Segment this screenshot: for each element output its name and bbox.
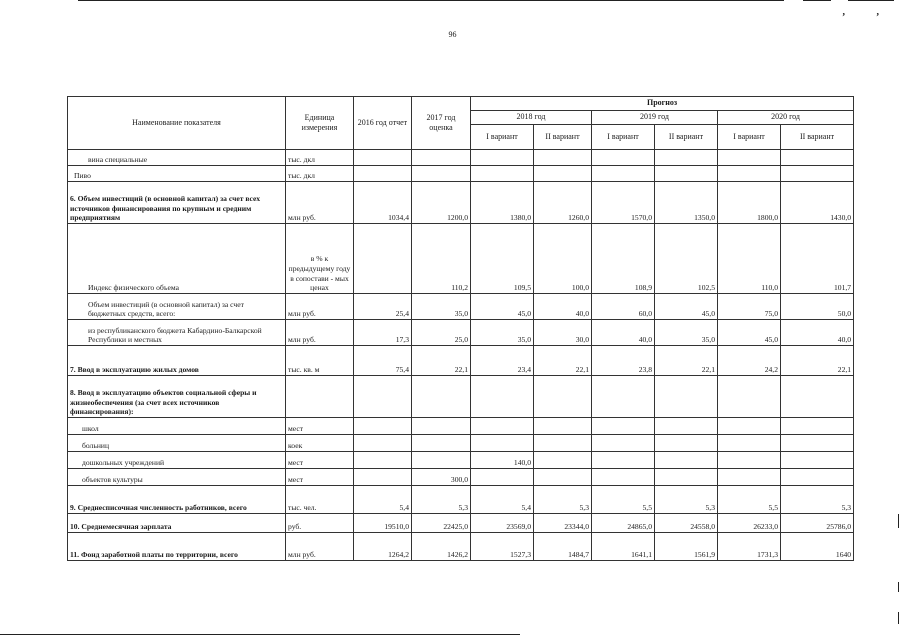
table-row: [68, 294, 854, 320]
table-row: [68, 435, 854, 452]
row-indicator-name: 11. Фонд заработной платы по территории, всего: [68, 533, 286, 561]
scan-mark-2: ʼ: [876, 12, 880, 23]
row-value-cell: 26233,0: [718, 514, 781, 533]
row-value-cell: 75,4: [354, 346, 412, 376]
scan-mark-1: ʼ: [842, 12, 846, 23]
table-row: [68, 224, 854, 294]
right-edge-mark-3: [898, 612, 899, 624]
row-value-cell: [781, 150, 854, 166]
row-value-cell: [412, 418, 471, 435]
row-unit: руб.: [286, 514, 354, 533]
row-value-cell: 5,4: [354, 486, 412, 514]
row-value-cell: 40,0: [781, 320, 854, 346]
row-value-cell: 45,0: [471, 294, 534, 320]
header-unit: Единица измерения: [286, 97, 354, 150]
row-value-cell: 30,0: [534, 320, 592, 346]
row-value-cell: 110,2: [412, 224, 471, 294]
bottom-rule: [0, 634, 520, 635]
row-value-cell: 23569,0: [471, 514, 534, 533]
row-indicator-name: 8. Ввод в эксплуатацию объектов социальной сферы и жизнеобеспечения (за счет всех источников финансирования):: [68, 376, 286, 418]
row-indicator-name: Пиво: [68, 166, 286, 182]
row-unit: мест: [286, 469, 354, 486]
table-row: [68, 452, 854, 469]
row-value-cell: [718, 376, 781, 418]
row-value-cell: 1200,0: [412, 182, 471, 224]
row-value-cell: 5,3: [534, 486, 592, 514]
row-value-cell: [534, 435, 592, 452]
header-year-2018: 2018 год: [471, 111, 592, 125]
table-row: [68, 150, 854, 166]
row-value-cell: 23344,0: [534, 514, 592, 533]
row-indicator-name: Объем инвестиций (в основной капитал) за счет бюджетных средств, всего:: [68, 294, 286, 320]
row-value-cell: 1800,0: [718, 182, 781, 224]
row-value-cell: 1350,0: [655, 182, 718, 224]
header-indicator: Наименование показателя: [68, 97, 286, 150]
header-year-2019: 2019 год: [592, 111, 718, 125]
row-indicator-name: больниц: [68, 435, 286, 452]
row-unit: мест: [286, 452, 354, 469]
row-value-cell: [781, 452, 854, 469]
table-row: [68, 469, 854, 486]
row-value-cell: [354, 418, 412, 435]
row-unit: тыс. чел.: [286, 486, 354, 514]
row-value-cell: [412, 435, 471, 452]
row-value-cell: 22,1: [655, 346, 718, 376]
header-variant-1: I вариант: [718, 125, 781, 150]
row-value-cell: [534, 452, 592, 469]
row-value-cell: 1264,2: [354, 533, 412, 561]
table-row: [68, 376, 854, 418]
row-value-cell: [655, 166, 718, 182]
row-unit: мест: [286, 418, 354, 435]
row-value-cell: 108,9: [592, 224, 655, 294]
top-rule-right-2: [848, 0, 894, 1]
header-year-2020: 2020 год: [718, 111, 854, 125]
row-value-cell: 35,0: [412, 294, 471, 320]
header-variant-1: I вариант: [471, 125, 534, 150]
row-value-cell: [655, 418, 718, 435]
row-indicator-name: 10. Среднемесячная зарплата: [68, 514, 286, 533]
table-row: [68, 346, 854, 376]
header-forecast: Прогноз: [471, 97, 854, 111]
row-value-cell: [412, 452, 471, 469]
row-indicator-name: дошкольных учреждений: [68, 452, 286, 469]
row-value-cell: 5,3: [655, 486, 718, 514]
row-value-cell: 17,3: [354, 320, 412, 346]
row-unit: [286, 376, 354, 418]
row-value-cell: 23,4: [471, 346, 534, 376]
table-row: [68, 486, 854, 514]
row-value-cell: [534, 418, 592, 435]
row-unit: млн руб.: [286, 320, 354, 346]
row-value-cell: 22,1: [412, 346, 471, 376]
header-variant-2: II вариант: [781, 125, 854, 150]
row-value-cell: 1484,7: [534, 533, 592, 561]
page-number: 96: [448, 30, 457, 39]
row-value-cell: 45,0: [718, 320, 781, 346]
row-value-cell: 24558,0: [655, 514, 718, 533]
row-value-cell: [471, 418, 534, 435]
row-value-cell: 140,0: [471, 452, 534, 469]
row-value-cell: 109,5: [471, 224, 534, 294]
row-value-cell: 1430,0: [781, 182, 854, 224]
row-value-cell: 22425,0: [412, 514, 471, 533]
row-value-cell: 23,8: [592, 346, 655, 376]
row-value-cell: [718, 452, 781, 469]
header-variant-1: I вариант: [592, 125, 655, 150]
row-value-cell: [534, 469, 592, 486]
row-value-cell: 35,0: [471, 320, 534, 346]
row-value-cell: 1034,4: [354, 182, 412, 224]
table-row: [68, 418, 854, 435]
row-value-cell: [471, 435, 534, 452]
row-unit: млн руб.: [286, 182, 354, 224]
row-value-cell: [534, 166, 592, 182]
row-value-cell: [592, 418, 655, 435]
row-value-cell: 22,1: [781, 346, 854, 376]
row-value-cell: [718, 166, 781, 182]
row-value-cell: [412, 150, 471, 166]
row-value-cell: [471, 376, 534, 418]
row-value-cell: 100,0: [534, 224, 592, 294]
table-row: [68, 320, 854, 346]
row-indicator-name: 9. Среднесписочная численность работников, всего: [68, 486, 286, 514]
row-value-cell: 40,0: [534, 294, 592, 320]
row-value-cell: 60,0: [592, 294, 655, 320]
row-value-cell: [781, 376, 854, 418]
row-unit: тыс. дкл: [286, 150, 354, 166]
row-value-cell: [655, 452, 718, 469]
row-value-cell: 1426,2: [412, 533, 471, 561]
row-value-cell: [781, 418, 854, 435]
row-value-cell: [655, 435, 718, 452]
header-2017: 2017 год оценка: [412, 97, 471, 150]
row-value-cell: [781, 435, 854, 452]
row-value-cell: 45,0: [655, 294, 718, 320]
row-unit: тыс. кв. м: [286, 346, 354, 376]
row-indicator-name: вина специальные: [68, 150, 286, 166]
row-unit: в % к предыдущему году в сопостави - мых ценах: [286, 224, 354, 294]
table-row: [68, 533, 854, 561]
row-value-cell: 1260,0: [534, 182, 592, 224]
row-indicator-name: 7. Ввод в эксплуатацию жилых домов: [68, 346, 286, 376]
row-value-cell: 5,4: [471, 486, 534, 514]
row-value-cell: [354, 435, 412, 452]
row-value-cell: 50,0: [781, 294, 854, 320]
row-value-cell: [655, 376, 718, 418]
row-value-cell: [592, 469, 655, 486]
row-value-cell: [655, 150, 718, 166]
header-2016: 2016 год отчет: [354, 97, 412, 150]
row-value-cell: 19510,0: [354, 514, 412, 533]
row-value-cell: 25,0: [412, 320, 471, 346]
table-row: [68, 166, 854, 182]
row-indicator-name: 6. Объем инвестиций (в основной капитал) за счет всех источников финансирования по крупным и средним предприятиям: [68, 182, 286, 224]
row-indicator-name: школ: [68, 418, 286, 435]
row-value-cell: [412, 166, 471, 182]
row-value-cell: 5,3: [412, 486, 471, 514]
table-body: [68, 150, 854, 561]
row-value-cell: [718, 435, 781, 452]
row-value-cell: [781, 166, 854, 182]
row-value-cell: [592, 452, 655, 469]
row-value-cell: [354, 452, 412, 469]
row-value-cell: 22,1: [534, 346, 592, 376]
row-indicator-name: из республиканского бюджета Кабардино-Балкарской Республики и местных: [68, 320, 286, 346]
row-value-cell: [354, 166, 412, 182]
row-value-cell: 1640: [781, 533, 854, 561]
row-value-cell: 101,7: [781, 224, 854, 294]
table-header: [68, 97, 854, 150]
row-value-cell: 35,0: [655, 320, 718, 346]
header-variant-2: II вариант: [534, 125, 592, 150]
row-value-cell: [592, 166, 655, 182]
row-value-cell: 25786,0: [781, 514, 854, 533]
top-rule-right-1: [803, 0, 831, 1]
row-value-cell: 300,0: [412, 469, 471, 486]
row-value-cell: 75,0: [718, 294, 781, 320]
row-value-cell: 5,5: [718, 486, 781, 514]
row-value-cell: 5,3: [781, 486, 854, 514]
row-value-cell: 24865,0: [592, 514, 655, 533]
row-value-cell: 1570,0: [592, 182, 655, 224]
row-value-cell: 1731,3: [718, 533, 781, 561]
row-value-cell: [592, 435, 655, 452]
table-row: [68, 514, 854, 533]
row-unit: коек: [286, 435, 354, 452]
row-unit: тыс. дкл: [286, 166, 354, 182]
row-value-cell: 25,4: [354, 294, 412, 320]
row-value-cell: [471, 150, 534, 166]
row-value-cell: [471, 469, 534, 486]
row-value-cell: [354, 469, 412, 486]
forecast-table: [67, 96, 854, 561]
header-variant-2: II вариант: [655, 125, 718, 150]
row-value-cell: [354, 150, 412, 166]
row-value-cell: 102,5: [655, 224, 718, 294]
row-value-cell: [718, 469, 781, 486]
top-rule-left: [78, 0, 784, 1]
right-edge-mark-2: [898, 582, 899, 592]
row-value-cell: 5,5: [592, 486, 655, 514]
row-value-cell: 1641,1: [592, 533, 655, 561]
table-row: [68, 182, 854, 224]
row-value-cell: 1527,3: [471, 533, 534, 561]
row-value-cell: 1561,9: [655, 533, 718, 561]
row-value-cell: [534, 376, 592, 418]
row-value-cell: [354, 376, 412, 418]
row-indicator-name: объектов культуры: [68, 469, 286, 486]
row-value-cell: [471, 166, 534, 182]
row-unit: млн руб.: [286, 294, 354, 320]
row-value-cell: 1380,0: [471, 182, 534, 224]
row-value-cell: [718, 418, 781, 435]
row-value-cell: [592, 376, 655, 418]
row-value-cell: 24,2: [718, 346, 781, 376]
row-value-cell: [354, 224, 412, 294]
row-value-cell: 110,0: [718, 224, 781, 294]
row-value-cell: [592, 150, 655, 166]
row-value-cell: [781, 469, 854, 486]
row-indicator-name: Индекс физического объема: [68, 224, 286, 294]
row-value-cell: [655, 469, 718, 486]
row-value-cell: [412, 376, 471, 418]
row-value-cell: [534, 150, 592, 166]
right-edge-mark-1: [898, 514, 899, 528]
row-unit: млн руб.: [286, 533, 354, 561]
row-value-cell: 40,0: [592, 320, 655, 346]
row-value-cell: [718, 150, 781, 166]
